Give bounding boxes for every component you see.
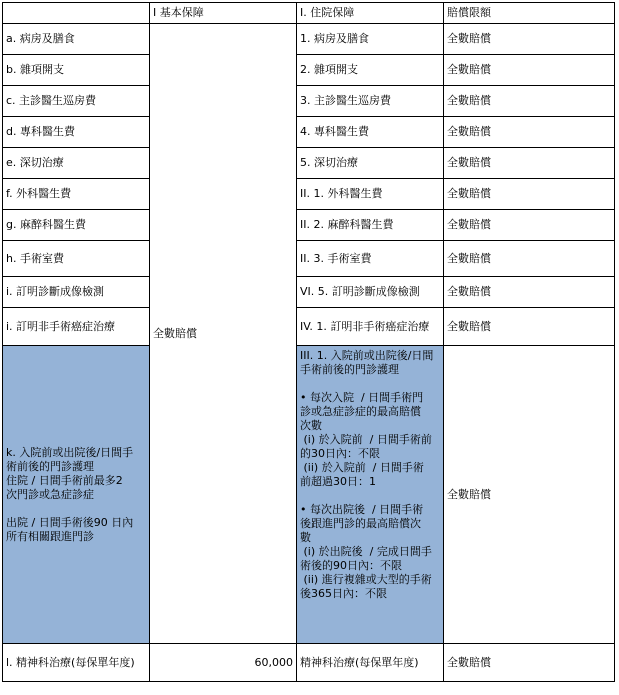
row-limit: 全數賠償 — [444, 24, 615, 55]
row-item-label: f. 外科醫生費 — [3, 179, 150, 210]
outpatient-limit: 全數賠償 — [444, 346, 615, 644]
row-hospital-item: 5. 深切治療 — [297, 148, 444, 179]
row-item-label: a. 病房及膳食 — [3, 24, 150, 55]
outpatient-hospital-line: (i) 於出院後 / 完成日間手 — [300, 545, 432, 558]
outpatient-basic-description — [3, 346, 150, 644]
row-limit: 全數賠償 — [444, 277, 615, 308]
psychiatric-row — [3, 644, 615, 682]
outpatient-hospital-line: 後365日內：不限 — [300, 587, 387, 600]
table-row — [3, 241, 615, 277]
table-row — [3, 308, 615, 346]
row-limit: 全數賠償 — [444, 86, 615, 117]
row-item-label: i. 訂明非手術癌症治療 — [3, 308, 150, 346]
outpatient-hospital-line: 診或急症診症的最高賠償 — [300, 405, 421, 418]
table-row — [3, 55, 615, 86]
outpatient-hospital-line: • 每次入院 / 日間手術門 — [300, 391, 424, 404]
table-row — [3, 210, 615, 241]
row-limit: 全數賠償 — [444, 179, 615, 210]
outpatient-hospital-line — [300, 377, 440, 391]
row-hospital-item: IV. 1. 訂明非手術癌症治療 — [297, 308, 444, 346]
benefits-table — [2, 2, 615, 682]
outpatient-hospital-line: 次數 — [300, 419, 322, 432]
row-limit: 全數賠償 — [444, 55, 615, 86]
header-row — [3, 3, 615, 24]
outpatient-hospital-line: 後跟進門診的最高賠償次 — [300, 517, 421, 530]
row-hospital-item: II. 3. 手術室費 — [297, 241, 444, 277]
outpatient-hospital-line: (i) 於入院前 / 日間手術前 — [300, 433, 432, 446]
header-col-a — [3, 3, 150, 24]
outpatient-hospital-line: (ii) 進行複雜或大型的手術 — [300, 573, 432, 586]
outpatient-basic-line: 出院 / 日間手術後90 日內 — [6, 515, 134, 529]
row-item-label: i. 訂明診斷成像檢測 — [3, 277, 150, 308]
table-row — [3, 179, 615, 210]
psychiatric-limit: 全數賠償 — [444, 644, 615, 682]
row-limit: 全數賠償 — [444, 241, 615, 277]
row-hospital-item: 3. 主診醫生巡房費 — [297, 86, 444, 117]
outpatient-hospital-line: 術後的90日內：不限 — [300, 559, 402, 572]
row-item-label: e. 深切治療 — [3, 148, 150, 179]
outpatient-row — [3, 346, 615, 644]
psychiatric-hospital-label: 精神科治療(每保單年度) — [297, 644, 444, 682]
row-limit: 全數賠償 — [444, 210, 615, 241]
row-limit: 全數賠償 — [444, 148, 615, 179]
outpatient-basic-line: 次門診或急症診症 — [6, 487, 94, 501]
row-limit: 全數賠償 — [444, 117, 615, 148]
outpatient-hospital-line: 前超過30日：1 — [300, 475, 376, 488]
outpatient-hospital-line: 數 — [300, 531, 311, 544]
outpatient-hospital-line — [300, 489, 440, 503]
header-benefit-limit: 賠償限額 — [444, 3, 615, 24]
outpatient-hospital-line: 手術前後的門診護理 — [300, 363, 399, 376]
psychiatric-basic-amount: 60,000 — [150, 644, 297, 682]
outpatient-hospital-line: III. 1. 入院前或出院後/日間 — [300, 349, 434, 362]
header-basic-protection: I 基本保障 — [150, 3, 297, 24]
row-hospital-item: II. 2. 麻醉科醫生費 — [297, 210, 444, 241]
row-item-label: h. 手術室費 — [3, 241, 150, 277]
outpatient-basic-line: 住院 / 日間手術前最多2 — [6, 473, 123, 487]
outpatient-hospital-line: 的30日內：不限 — [300, 447, 380, 460]
outpatient-basic-line: 術前後的門診護理 — [6, 459, 94, 473]
outpatient-hospital-description — [297, 346, 444, 644]
table-row — [3, 117, 615, 148]
outpatient-hospital-line: • 每次出院後 / 日間手術 — [300, 503, 424, 516]
outpatient-basic-line: 所有相關跟進門診 — [6, 529, 94, 543]
row-item-label: b. 雜項開支 — [3, 55, 150, 86]
outpatient-basic-line — [6, 502, 146, 516]
row-item-label: g. 麻醉科醫生費 — [3, 210, 150, 241]
row-limit: 全數賠償 — [444, 308, 615, 346]
table-row — [3, 148, 615, 179]
table-row — [3, 24, 615, 55]
psychiatric-basic-label: l. 精神科治療(每保單年度) — [3, 644, 150, 682]
row-item-label: c. 主診醫生巡房費 — [3, 86, 150, 117]
row-hospital-item: II. 1. 外科醫生費 — [297, 179, 444, 210]
outpatient-basic-line: k. 入院前或出院後/日間手 — [6, 445, 134, 459]
basic-full-coverage: 全數賠償 — [150, 24, 297, 644]
row-hospital-item: 2. 雜項開支 — [297, 55, 444, 86]
header-hospital-protection: I. 住院保障 — [297, 3, 444, 24]
row-hospital-item: VI. 5. 訂明診斷成像檢測 — [297, 277, 444, 308]
row-hospital-item: 4. 專科醫生費 — [297, 117, 444, 148]
outpatient-hospital-line: (ii) 於入院前 / 日間手術 — [300, 461, 424, 474]
table-row — [3, 277, 615, 308]
row-item-label: d. 專科醫生費 — [3, 117, 150, 148]
row-hospital-item: 1. 病房及膳食 — [297, 24, 444, 55]
table-row — [3, 86, 615, 117]
